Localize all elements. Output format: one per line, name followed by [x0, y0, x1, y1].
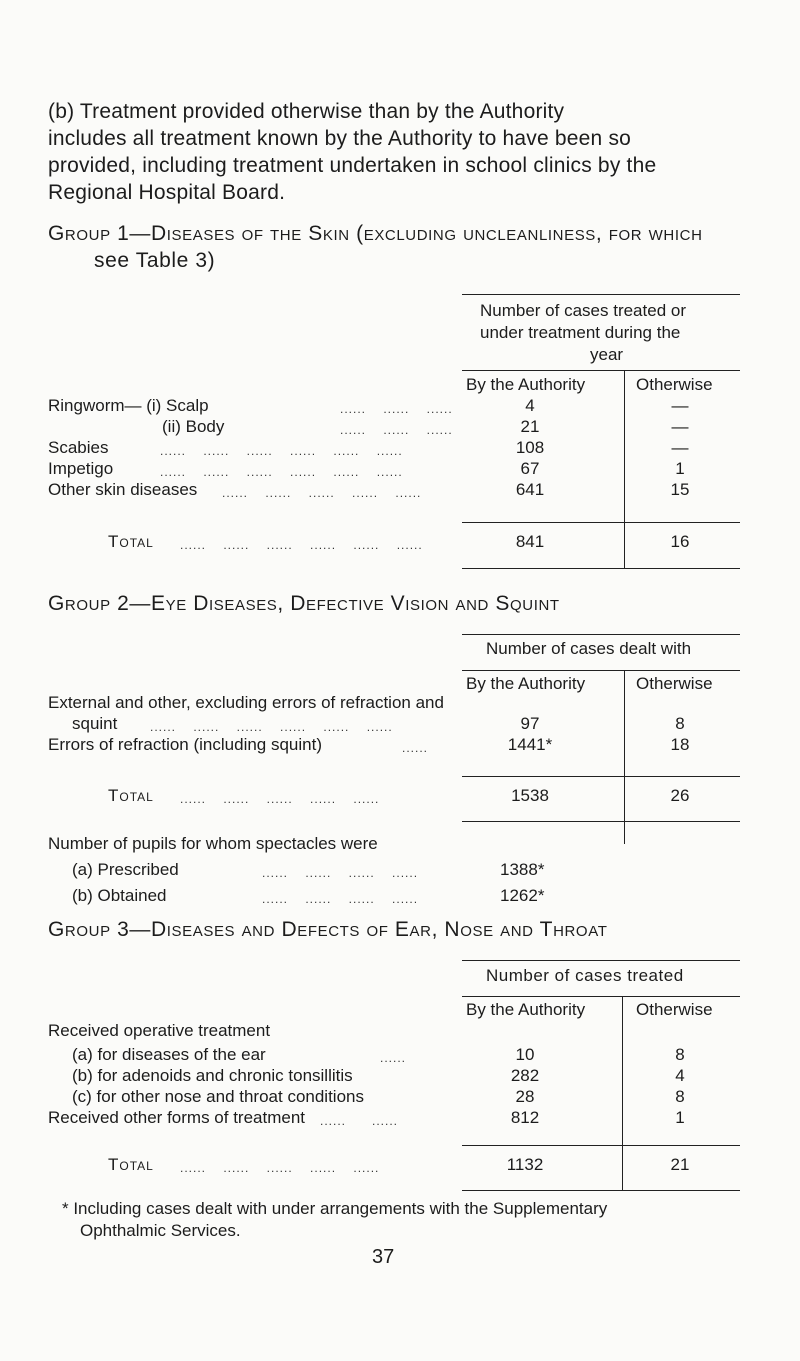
group3-total-rule: [462, 1145, 740, 1146]
intro-line-2: includes all treatment known by the Authority to have been so: [48, 127, 632, 150]
group1-header-line-1: Number of cases treated or: [480, 301, 686, 320]
group2-col-divider: [624, 670, 625, 844]
group1-row-otherwise: 1: [675, 459, 685, 478]
group1-col-authority: By the Authority: [466, 375, 586, 394]
group1-total-rule: [462, 522, 740, 523]
group3-row-authority: 282: [510, 1066, 540, 1085]
group3-row-otherwise: 4: [675, 1066, 685, 1085]
leader-dots: ...... ...... ...... ......: [262, 892, 419, 906]
leader-dots: ......: [380, 1051, 407, 1065]
spectacles-obtained-value: 1262*: [500, 886, 545, 905]
group1-col-rule: [462, 370, 740, 371]
group2-row-label: External and other, excluding errors of refraction and: [48, 693, 444, 712]
group3-row-label: (a) for diseases of the ear: [72, 1045, 266, 1064]
group1-col-otherwise: Otherwise: [636, 375, 713, 394]
group1-col-divider: [624, 370, 625, 568]
group1-row-otherwise: 15: [670, 480, 690, 499]
group2-top-rule: [462, 634, 740, 635]
group2-header: Number of cases dealt with: [486, 639, 692, 658]
group1-total-otherwise: 16: [670, 532, 690, 551]
page-number: 37: [372, 1246, 395, 1268]
group2-total-otherwise: 26: [670, 786, 690, 805]
leader-dots: ...... ...... ...... ...... ...... ......: [160, 444, 403, 458]
group3-col-divider: [622, 996, 623, 1190]
group3-row-label: Received other forms of treatment: [48, 1108, 306, 1127]
group2-row-authority: 1441*: [507, 735, 553, 754]
group3-heading: Group 3—Diseases and Defects of Ear, Nose and Throat: [48, 918, 608, 941]
group3-row-label: (c) for other nose and throat conditions: [72, 1087, 364, 1106]
group1-total-authority: 841: [515, 532, 545, 551]
leader-dots: ...... ...... ...... ...... ...... ......: [160, 465, 403, 479]
footnote-line-2: Ophthalmic Services.: [80, 1221, 241, 1240]
group2-row-otherwise: 8: [675, 714, 685, 733]
spectacles-obtained-label: (b) Obtained: [72, 886, 167, 905]
group1-row-authority: 4: [525, 396, 535, 415]
group1-row-otherwise: —: [671, 396, 689, 415]
group3-col-otherwise: Otherwise: [636, 1000, 713, 1019]
spectacles-prescribed-value: 1388*: [500, 860, 545, 879]
group1-row-otherwise: —: [671, 417, 689, 436]
leader-dots: ...... ...... ...... ...... ......: [180, 1161, 380, 1175]
group3-row-authority: 812: [510, 1108, 540, 1127]
group2-bottom-rule: [462, 821, 740, 822]
group3-row-otherwise: 8: [675, 1045, 685, 1064]
group3-section-label: Received operative treatment: [48, 1021, 271, 1040]
group3-row-label: (b) for adenoids and chronic tonsillitis: [72, 1066, 353, 1085]
leader-dots: ...... ...... ......: [340, 402, 453, 416]
group1-total-label: Total: [108, 532, 154, 551]
group2-row-label: Errors of refraction (including squint): [48, 735, 323, 754]
group3-row-otherwise: 1: [675, 1108, 685, 1127]
group2-heading: Group 2—Eye Diseases, Defective Vision and Squint: [48, 592, 560, 615]
group1-row-label: Impetigo: [48, 459, 114, 478]
group3-col-authority: By the Authority: [466, 1000, 586, 1019]
group3-header: Number of cases treated: [486, 966, 684, 985]
group3-bottom-rule: [462, 1190, 740, 1191]
group1-row-otherwise: —: [671, 438, 689, 457]
intro-line-4: Regional Hospital Board.: [48, 181, 286, 204]
leader-dots: ...... ...... ......: [340, 423, 453, 437]
leader-dots: ...... ......: [320, 1114, 399, 1128]
group1-row-label: (ii) Body: [162, 417, 225, 436]
group3-total-otherwise: 21: [670, 1155, 690, 1174]
intro-line-1: (b) Treatment provided otherwise than by the Authority: [48, 100, 565, 123]
leader-dots: ...... ...... ...... ...... ......: [180, 792, 380, 806]
group1-heading-cont: see Table 3): [94, 249, 216, 272]
group1-bottom-rule: [462, 568, 740, 569]
leader-dots: ...... ...... ...... ...... ...... ......: [150, 720, 393, 734]
group2-row-otherwise: 18: [670, 735, 690, 754]
group3-total-authority: 1132: [506, 1155, 544, 1174]
group2-col-rule: [462, 670, 740, 671]
group1-row-authority: 67: [520, 459, 540, 478]
leader-dots: ...... ...... ...... ...... ......: [222, 486, 422, 500]
group1-top-rule: [462, 294, 740, 295]
group1-row-label: Scabies: [48, 438, 109, 457]
group1-row-authority: 108: [515, 438, 545, 457]
group2-col-otherwise: Otherwise: [636, 674, 713, 693]
intro-line-3: provided, including treatment undertaken in school clinics by the: [48, 154, 657, 177]
leader-dots: ...... ...... ...... ...... ...... ......: [180, 538, 423, 552]
group1-header-line-2: under treatment during the: [480, 323, 681, 342]
group3-top-rule: [462, 960, 740, 961]
group1-row-authority: 641: [515, 480, 545, 499]
group2-total-label: Total: [108, 786, 154, 805]
group1-row-authority: 21: [520, 417, 540, 436]
group2-col-authority: By the Authority: [466, 674, 586, 693]
spectacles-intro: Number of pupils for whom spectacles were: [48, 834, 378, 853]
group2-total-authority: 1538: [511, 786, 549, 805]
group2-row-authority: 97: [520, 714, 540, 733]
group3-total-label: Total: [108, 1155, 154, 1174]
group1-heading: Group 1—Diseases of the Skin (excluding uncleanliness, for which: [48, 222, 703, 245]
leader-dots: ......: [402, 741, 429, 755]
footnote-line-1: * Including cases dealt with under arrangements with the Supplementary: [62, 1199, 608, 1218]
group1-header-line-3: year: [590, 345, 624, 364]
leader-dots: ...... ...... ...... ......: [262, 866, 419, 880]
group2-row-label-cont: squint: [72, 714, 118, 733]
group1-row-label: Other skin diseases: [48, 480, 198, 499]
group2-total-rule: [462, 776, 740, 777]
group3-row-otherwise: 8: [675, 1087, 685, 1106]
group3-row-authority: 10: [515, 1045, 535, 1064]
group1-row-label: Ringworm— (i) Scalp: [48, 396, 209, 415]
group3-row-authority: 28: [515, 1087, 535, 1106]
group3-col-rule: [462, 996, 740, 997]
spectacles-prescribed-label: (a) Prescribed: [72, 860, 179, 879]
